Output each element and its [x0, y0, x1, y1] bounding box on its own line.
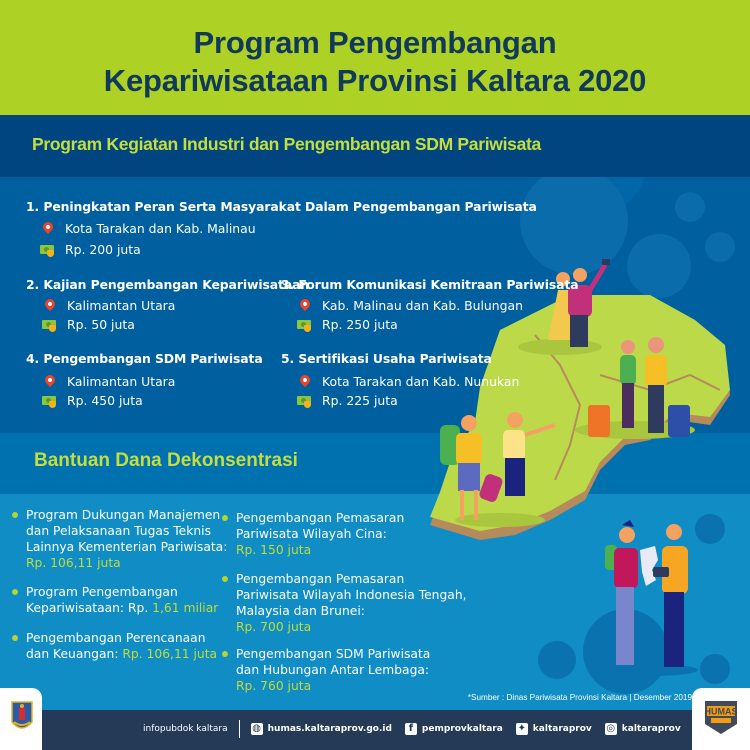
fund-text: dan Pelaksanaan Tugas Teknis [26, 524, 211, 538]
twitter-icon: ✦ [517, 723, 526, 734]
program-title: 1. Peningkatan Peran Serta Masyarakat Dalam Pengembangan Pariwisata [26, 199, 537, 214]
source-note: *Sumber : Dinas Pariwisata Provinsi Kaltara | Desember 2019 [467, 693, 692, 702]
section1-header-band [0, 115, 750, 177]
program-item-2 [26, 277, 309, 332]
footer-twitter[interactable] [516, 723, 592, 735]
program-item-5 [281, 351, 519, 408]
fund-text: Pariwisata Wilayah Indonesia Tengah, [236, 588, 467, 602]
fund-text: Pariwisata Wilayah Cina: [236, 527, 387, 541]
program-item-1 [26, 199, 537, 257]
footer-divider [239, 720, 240, 738]
fund-item-left-3 [26, 630, 217, 662]
fund-text: Pengembangan Pemasaran [236, 511, 405, 525]
fund-amount: 1,61 miliar [152, 601, 219, 615]
humas-logo-text: HUMAS [704, 706, 738, 717]
program-location: Kalimantan Utara [67, 298, 176, 313]
humas-badge-icon [703, 698, 739, 736]
map-pin-icon [42, 375, 56, 389]
money-icon [42, 394, 56, 408]
program-item-3 [281, 277, 579, 332]
fund-amount: Rp. 760 juta [236, 679, 312, 693]
bullet-dot [12, 635, 18, 641]
bullet-dot [222, 515, 228, 521]
program-title: 5. Sertifikasi Usaha Pariwisata [281, 351, 492, 366]
instagram-handle[interactable]: kaltaraprov [621, 724, 681, 734]
program-title: 4. Pengembangan SDM Pariwisata [26, 351, 263, 366]
header-banner [0, 0, 750, 115]
map-pin-icon [40, 222, 54, 236]
fund-item-right-1 [236, 510, 404, 558]
facebook-handle[interactable]: pemprovkaltara [421, 724, 503, 734]
program-item-4 [26, 351, 263, 408]
money-icon [42, 318, 56, 332]
fund-text: dan Keuangan: [26, 647, 119, 661]
map-pin-icon [297, 375, 311, 389]
fund-item-left-2 [26, 584, 218, 616]
humas-logo-tab [692, 688, 750, 750]
fund-amount: Rp. 150 juta [236, 543, 312, 557]
program-budget: Rp. 225 juta [322, 393, 398, 408]
section1-title: Program Kegiatan Industri dan Pengembangan SDM Pariwisata [32, 134, 541, 154]
footer-facebook[interactable] [405, 723, 503, 735]
fund-text: Pengembangan Perencanaan [26, 631, 206, 645]
fund-text: Malaysia dan Brunei: [236, 604, 365, 618]
fund-text: Lainnya Kementerian Pariwisata: [26, 540, 228, 554]
fund-amount: Rp. 106,11 juta [122, 647, 218, 661]
decor-circle [538, 641, 576, 679]
fund-item-left-1 [26, 507, 227, 571]
province-logo-tab [0, 688, 42, 750]
program-location: Kota Tarakan dan Kab. Nunukan [322, 374, 520, 389]
fund-item-right-2 [236, 571, 467, 635]
website-link[interactable]: humas.kaltaraprov.go.id [267, 724, 392, 734]
tourists-map-illustration [600, 510, 700, 680]
footer-contacts [143, 720, 694, 738]
program-title: 3. Forum Komunikasi Kemitraan Pariwisata [281, 277, 579, 292]
footer-instagram[interactable] [605, 723, 681, 735]
program-budget: Rp. 200 juta [65, 242, 141, 257]
footer-website[interactable] [251, 723, 392, 735]
globe-icon: ◍ [252, 723, 261, 734]
fund-text: Pengembangan Pemasaran [236, 572, 405, 586]
map-pin-icon [42, 299, 56, 313]
program-budget: Rp. 450 juta [67, 393, 143, 408]
instagram-icon: ◎ [606, 723, 616, 734]
bullet-dot [12, 512, 18, 518]
fund-text: Program Dukungan Manajemen [26, 508, 221, 522]
money-icon [297, 394, 311, 408]
bullet-dot [222, 651, 228, 657]
fund-amount: Rp. 106,11 juta [26, 556, 121, 570]
money-icon [297, 318, 311, 332]
decor-circle [700, 654, 730, 684]
money-icon [40, 243, 54, 257]
program-title: 2. Kajian Pengembangan Kepariwisataan [26, 277, 310, 292]
facebook-icon: f [405, 723, 417, 735]
program-budget: Rp. 250 juta [322, 317, 398, 332]
bullet-dot [12, 589, 18, 595]
footer-org: infopubdok kaltara [143, 724, 228, 734]
fund-text: Program Pengembangan [26, 585, 178, 599]
title-line-1: Program Pengembangan [193, 25, 557, 60]
bullet-dot [222, 576, 228, 582]
program-budget: Rp. 50 juta [67, 317, 135, 332]
section2-title: Bantuan Dana Dekonsentrasi [34, 450, 298, 471]
fund-text: Pengembangan SDM Pariwisata [236, 647, 431, 661]
fund-text: Kepariwisataan: Rp. [26, 601, 149, 615]
map-pin-icon [297, 299, 311, 313]
fund-amount: Rp. 700 juta [236, 620, 312, 634]
page-title [0, 0, 750, 100]
program-location: Kab. Malinau dan Kab. Bulungan [322, 298, 523, 313]
program-location: Kalimantan Utara [67, 374, 176, 389]
program-location: Kota Tarakan dan Kab. Malinau [65, 221, 256, 236]
twitter-handle[interactable]: kaltaraprov [532, 724, 592, 734]
fund-text: dan Hubungan Antar Lembaga: [236, 663, 430, 677]
fund-item-right-3 [236, 646, 430, 694]
title-line-2: Kepariwisataan Provinsi Kaltara 2020 [103, 63, 647, 98]
province-emblem-icon [11, 700, 33, 734]
decor-circle [675, 192, 705, 222]
